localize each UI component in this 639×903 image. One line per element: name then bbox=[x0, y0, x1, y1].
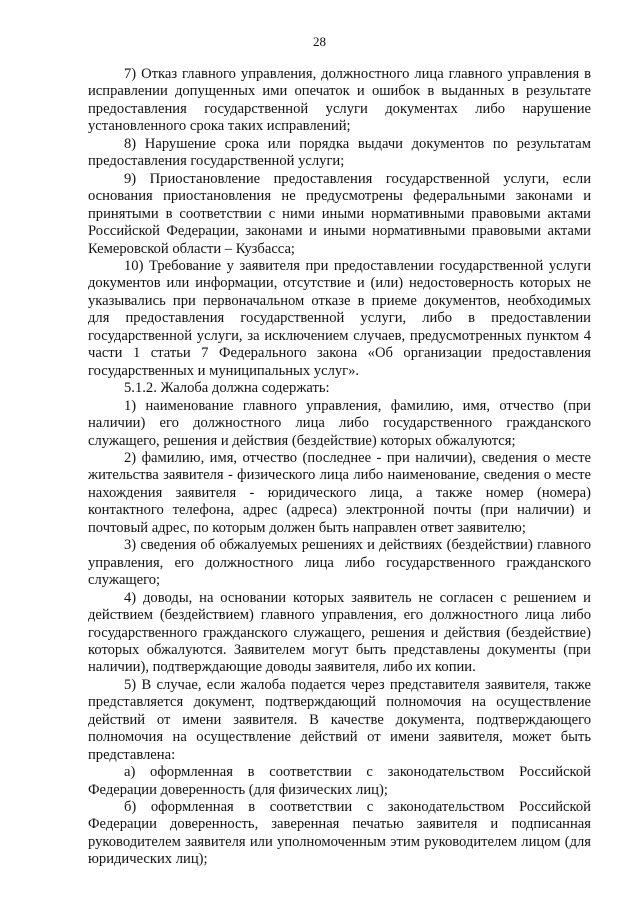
paragraph-item-7: 7) Отказ главного управления, должностного лица главного управления в исправлении допущенных ими опечаток и ошибок в выданных в результате предоставления государственной услуги документах либо нарушение установленного срока таких исправлений; bbox=[88, 66, 591, 135]
section-heading-5-1-2: 5.1.2. Жалоба должна содержать: bbox=[124, 380, 330, 397]
paragraph-item-8: 8) Нарушение срока или порядка выдачи документов по результатам предоставления государственной услуги; bbox=[88, 135, 591, 170]
power-of-attorney-individuals: а) оформленная в соответствии с законодательством Российской Федерации доверенность (для физических лиц); bbox=[88, 764, 591, 798]
complaint-requirement-1: 1) наименование главного управления, фамилию, имя, отчество (при наличии) его должностного лица либо государственного гражданского служащего, решения и действия (бездействие) которых обжалуются; bbox=[88, 397, 591, 449]
document-body bbox=[88, 66, 591, 869]
page-number: 28 bbox=[313, 34, 326, 49]
complaint-requirement-5: 5) В случае, если жалоба подается через представителя заявителя, также представляется документ, подтверждающий полномочия на осуществление действий от имени заявителя. В качестве документа, подтверждающего полномочия на осуществление действий от имени заявителя, может быть представлена: bbox=[88, 676, 591, 763]
complaint-requirement-4: 4) доводы, на основании которых заявитель не согласен с решением и действием (бездействием) главного управления, его должностного лица либо государственного гражданского служащего, решения и действия (бездействие) которых обжалуются. Заявителем могут быть представлены документы (при наличии), подтверждающие доводы заявителя, либо их копии. bbox=[88, 589, 591, 676]
paragraph-item-9: 9) Приостановление предоставления государственной услуги, если основания приостановления не предусмотрены федеральными законами и принятыми в соответствии с ними иными нормативными правовыми актами Российской Федерации, законами и иными нормативными правовыми актами Кемеровской области – Кузбасса; bbox=[88, 170, 591, 257]
complaint-requirement-3: 3) сведения об обжалуемых решениях и действиях (бездействии) главного управления, его должностного лица либо государственного гражданского служащего; bbox=[88, 537, 591, 589]
complaint-requirement-2: 2) фамилию, имя, отчество (последнее - при наличии), сведения о месте жительства заявителя - физического лица либо наименование, сведения о месте нахождения заявителя - юридического лица, а также номер (номера) контактного телефона, адрес (адреса) электронной почты (при наличии) и почтовый адрес, по которым должен быть направлен ответ заявителю; bbox=[88, 449, 591, 536]
paragraph-item-10: 10) Требование у заявителя при предоставлении государственной услуги документов или информации, отсутствие и (или) недостоверность которых не указывались при первоначальном отказе в приеме документов, необходимых для предоставления государственной услуги, либо в предоставлении государственной услуги, за исключением случаев, предусмотренных пунктом 4 части 1 статьи 7 Федерального закона «Об организации предоставления государственных и муниципальных услуг». bbox=[88, 257, 591, 379]
power-of-attorney-legal-entities: б) оформленная в соответствии с законодательством Российской Федерации доверенность, заверенная печатью заявителя и подписанная руководителем заявителя или уполномоченным этим руководителем лицом (для юридических лиц); bbox=[88, 799, 591, 868]
